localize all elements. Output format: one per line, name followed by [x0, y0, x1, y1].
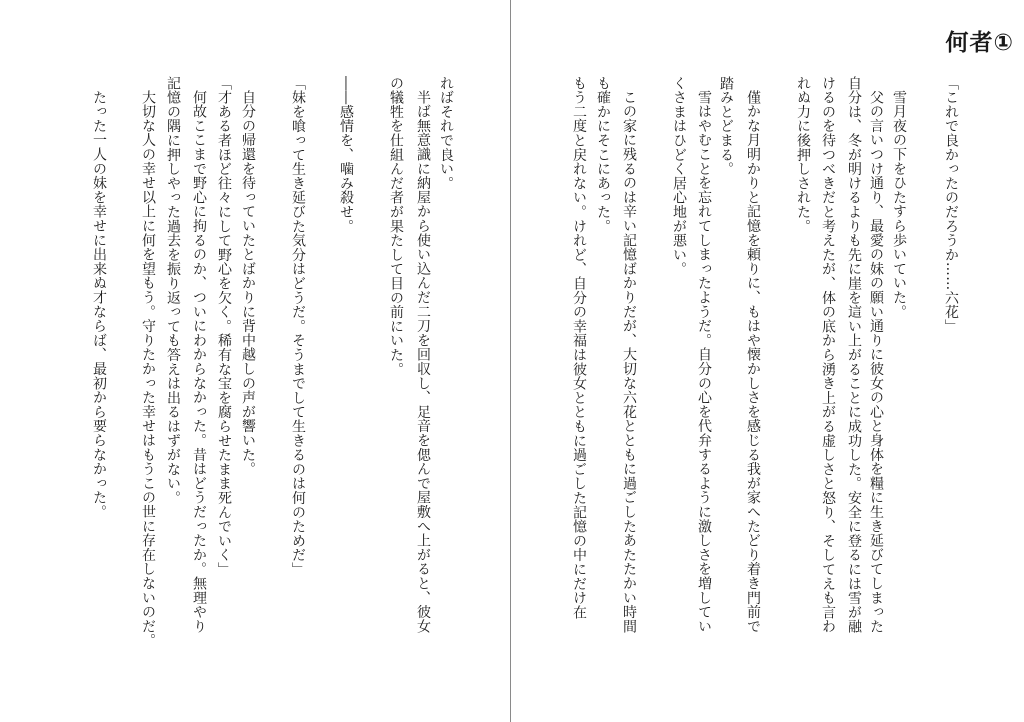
text-column: 半ば無意識に納屋から使い込んだ二刀を回収し、足音を偲んで屋敷へ上がると、彼女 [415, 90, 431, 634]
chapter-title: 何者① [945, 30, 1014, 56]
text-column: この家に残るのは辛い記憶ばかりだが、大切な六花とともに過ごしたあたたかい時間 [621, 90, 637, 634]
text-column: 雪月夜の下をひたすら歩いていた。 [891, 90, 907, 319]
text-column: の犠牲を仕組んだ者が果たして目の前にいた。 [388, 76, 404, 377]
text-column: 大切な人の幸せ以上に何を望もう。守りたかった幸せはもうこの世に存在しないのだ。 [140, 90, 156, 648]
text-column: 僅かな月明かりと記憶を頼りに、もはや懐かしさを感じる我が家へたどり着き門前で [745, 90, 761, 634]
text-column: 「これで良かったのだろうか……六花」 [943, 76, 959, 334]
text-column: 「妹を喰って生き延びた気分はどうだ。そうまでして生きるのは何のためだ」 [290, 76, 306, 577]
text-column: くさまはひどく居心地が悪い。 [671, 76, 687, 277]
text-column: も確かにそこにあった。 [595, 76, 611, 234]
text-column: もう二度と戻れない。けれど、自分の幸福は彼女とともに過ごした記憶の中にだけ在 [571, 76, 587, 620]
text-column: 自分は、冬が明けるよりも先に崖を這い上がることに成功した。安全に登るには雪が融 [846, 76, 862, 634]
page-divider [510, 0, 511, 722]
text-column: 何故ここまで野心に拘るのか、ついにわからなかった。昔はどうだったか。無理やり [191, 90, 207, 634]
text-column: 踏みとどまる。 [718, 76, 734, 177]
text-column: 父の言いつけ通り、最愛の妹の願い通りに彼女の心と身体を糧に生き延びてしまった [868, 90, 884, 634]
text-column: ればそれで良い。 [438, 76, 454, 191]
text-column: 自分の帰還を待っていたとばかりに背中越しの声が響いた。 [240, 90, 256, 477]
text-column: 記憶の隅に押しやった過去を振り返っても答えは出るはずがない。 [165, 76, 181, 505]
left-page [0, 0, 511, 722]
text-column: 「才ある者ほど往々にして野心を欠く。稀有な宝を腐らせたまま死んでいく」 [216, 76, 232, 577]
text-column: けるのを待つべきだと考えたが、体の底から湧き上がる虚しさと怒り、そしてえも言わ [820, 76, 836, 634]
text-column: たった一人の妹を幸せに出来ぬ才ならば、最初から要らなかった。 [91, 90, 107, 519]
text-column: れぬ力に後押しされた。 [795, 76, 811, 234]
right-page [512, 0, 1024, 722]
text-column: ――感情を、噛み殺せ。 [338, 76, 354, 234]
text-column: 雪はやむことを忘れてしまったようだ。自分の心を代弁するように激しさを増してい [696, 90, 712, 634]
